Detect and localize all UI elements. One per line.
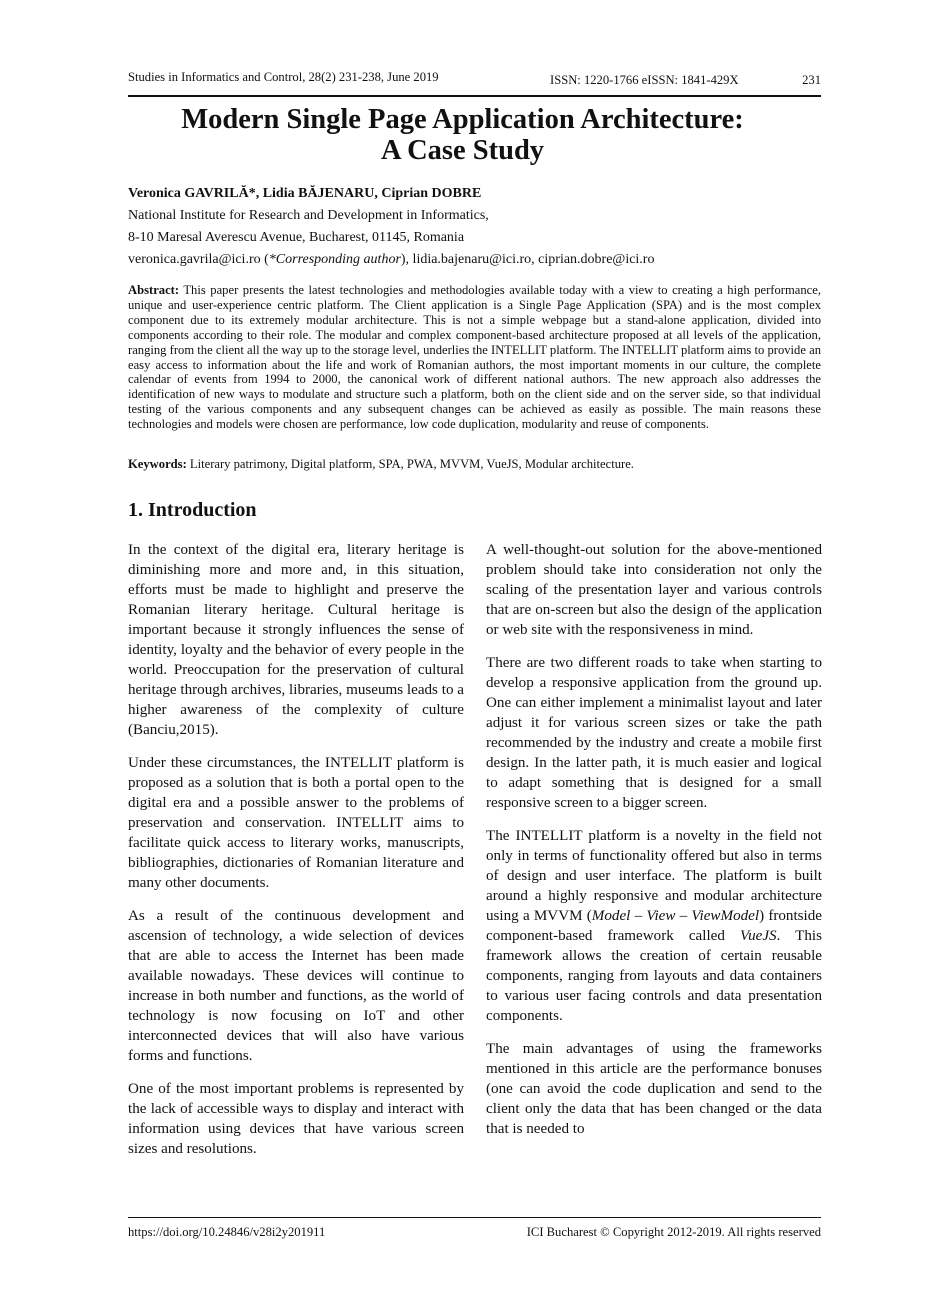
paragraph: One of the most important problems is represented by the lack of accessible ways to display and interact with information using devices that have various screen sizes and resolutions. (128, 1081, 464, 1158)
abstract-label: Abstract: (128, 283, 180, 297)
paragraph: There are two different roads to take when starting to develop a responsive application from the ground up. One can either implement a minimalist layout and later adjust it for various screen sizes or take the path recommended by the industry and create a mobile first design. In the latter path, it is much easier and logical to adapt something that is designed for a small responsive screen to a bigger screen. (486, 655, 822, 811)
paragraph: In the context of the digital era, literary heritage is diminishing more and more and, in this situation, efforts must be made to highlight and preserve the Romanian literary heritage. Cultural heritage is important because it strongly influences the sense of identity, loyalty and the behavior of every people in the world. Preoccupation for the preservation of cultural heritage through archives, libraries, museums leads to a higher awareness of the complexity of culture (Banciu,2015). (128, 542, 464, 738)
abstract (128, 283, 821, 432)
doi-link[interactable]: https://doi.org/10.24846/v28i2y201911 (128, 1225, 326, 1239)
header-rule (128, 95, 821, 97)
footer-rule (128, 1217, 821, 1218)
italic-term: Model – View – ViewModel (591, 908, 760, 925)
keywords-label: Keywords: (128, 457, 187, 471)
italic-term: VueJS (739, 928, 777, 945)
emails-rest: ), lidia.bajenaru@ici.ro, ciprian.dobre@ici.ro (400, 252, 655, 267)
title-line-1: Modern Single Page Application Architecture: (181, 104, 744, 135)
author-emails (128, 252, 654, 268)
section-heading: 1. Introduction (128, 499, 257, 521)
right-column (486, 541, 822, 1154)
authors: Veronica GAVRILĂ*, Lidia BĂJENARU, Ciprian DOBRE (128, 186, 482, 201)
affiliation-line-2: 8-10 Maresal Averescu Avenue, Bucharest, 01145, Romania (128, 230, 465, 245)
title-line-2: A Case Study (380, 135, 545, 166)
copyright: ICI Bucharest © Copyright 2012-2019. All rights reserved (526, 1225, 821, 1239)
issn: ISSN: 1220-1766 eISSN: 1841-429X (550, 73, 739, 87)
email-1: veronica.gavrila@ici.ro ( (128, 252, 269, 267)
text-segment: . This framework allows the creation of certain reusable components, ranging from layouts and data containers to various user facing controls and data presentation components. (486, 928, 823, 1024)
keywords-text: Literary patrimony, Digital platform, SPA, PWA, MVVM, VueJS, Modular architecture. (186, 457, 634, 471)
text-segment: ) frontside component-based framework called (486, 908, 822, 945)
page-number: 231 (802, 73, 821, 87)
paragraph: The main advantages of using the frameworks mentioned in this article are the performance bonuses (one can avoid the code duplication and send to the client only the data that has been changed or the data that is needed to (486, 1041, 822, 1138)
paper-title (0, 104, 925, 166)
corresponding-note: *Corresponding author (268, 252, 401, 267)
text-segment: The INTELLIT platform is a novelty in the field not only in terms of functionality offered but also in terms of design and user interface. The platform is built around a highly responsive and modular architecture using a MVVM ( (486, 828, 822, 925)
left-column (128, 541, 464, 1174)
paragraph: As a result of the continuous development and ascension of technology, a wide selection of devices that are able to access the Internet has been made available nowadays. These devices will continue to increase in both number and functions, as the world of technology is now focusing on IoT and other interconnected devices that will also have various forms and functions. (128, 908, 464, 1064)
paragraph: Under these circumstances, the INTELLIT platform is proposed as a solution that is both a portal open to the digital era and a possible answer to the problems of preservation and conservation. INTELLIT aims to facilitate quick access to literary works, manuscripts, bibliographies, dictionaries of Romanian literature and many other documents. (128, 755, 464, 891)
journal-citation: Studies in Informatics and Control, 28(2) 231-238, June 2019 (128, 70, 439, 84)
affiliation-line-1: National Institute for Research and Development in Informatics, (128, 208, 489, 223)
paragraph: A well-thought-out solution for the above-mentioned problem should take into consideration not only the scaling of the presentation layer and various controls that are on-screen but also the design of the application or web site with the responsiveness in mind. (486, 542, 822, 638)
keywords (128, 457, 821, 472)
paragraph (486, 827, 822, 1027)
abstract-text: This paper presents the latest technologies and methodologies available today with a view to creating a high performance, unique and user-experience centric platform. The Client application is a Single Page Application (SPA) and is the most complex component due to its extremely modular architecture. This is not a simple webpage but a stand-alone application, divided into components according to their role. The modular and complex component-based architecture proposed at all levels of the application, ranging from the client all the way up to the storage level, underlies the INTELLIT platform. The INTELLIT platform aims to provide an easy access to information about the life and work of Romanian authors, the most important moments in our culture, the complete calendar of events from 1994 to 2000, the canonical work of different national authors. The new approach also addresses the identification of new ways to modulate and structure such a platform, both on the client side and on the server side, so that individual testing of the various components and any subsequent changes can be achieved as easily as possible. The main reasons these technologies and models were chosen are performance, low code duplication, modularity and reuse of components. (128, 283, 821, 432)
